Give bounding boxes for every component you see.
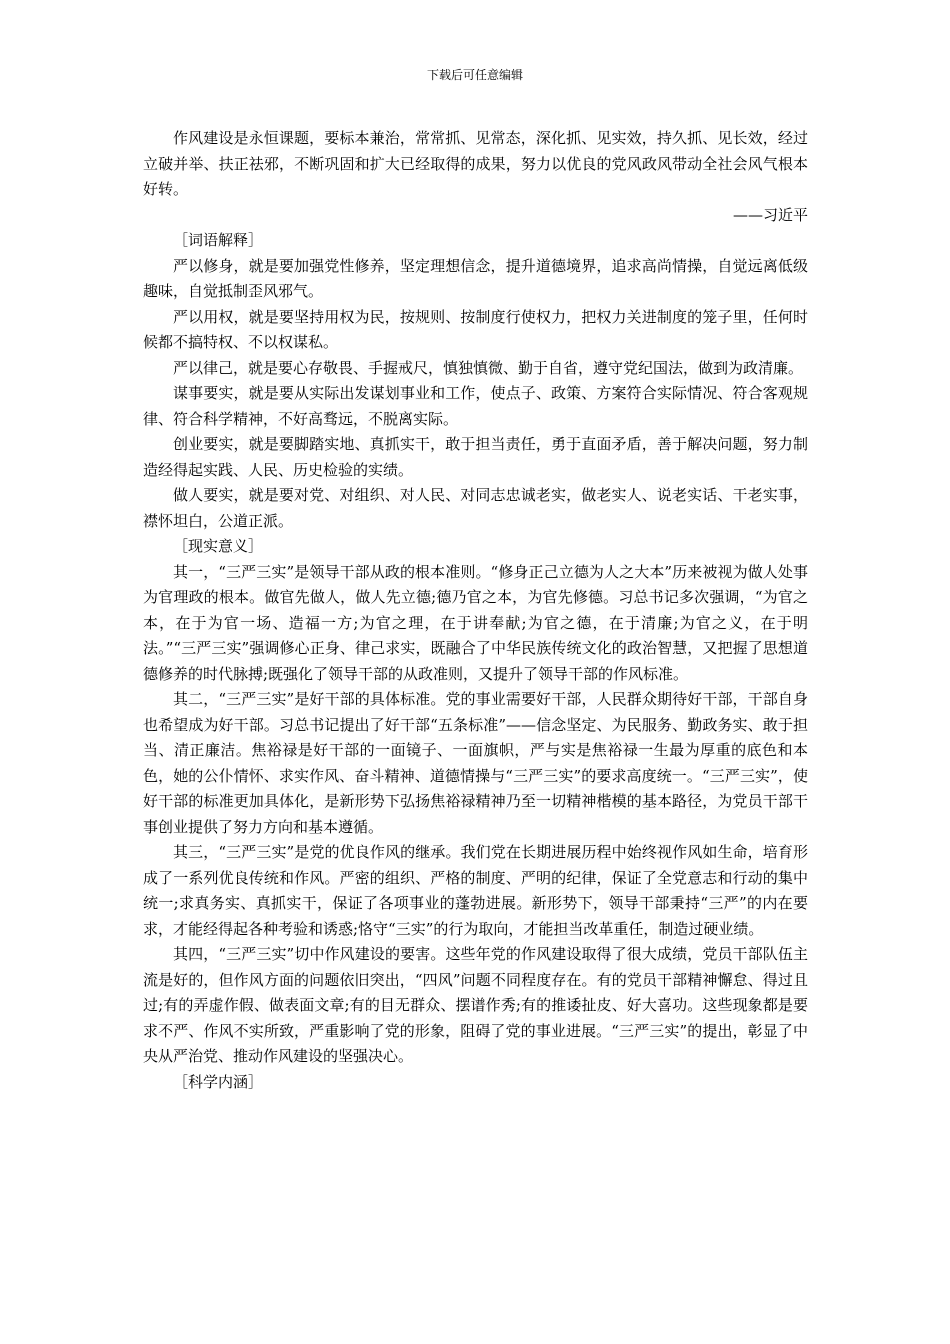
section-heading-practical-significance: ［现实意义］ (173, 537, 264, 555)
document-body (143, 126, 808, 1095)
paragraph: 严以用权，就是要坚持用权为民，按规则、按制度行使权力，把权力关进制度的笼子里，任何时候都不搞特权、不以权谋私。 (143, 307, 808, 351)
page-header: 下载后可任意编辑 (426, 68, 523, 82)
paragraph: 创业要实，就是要脚踏实地、真抓实干，敢于担当责任，勇于直面矛盾，善于解决问题，努力制造经得起实践、人民、历史检验的实绩。 (143, 435, 808, 479)
quote-attribution: ——习近平 (732, 205, 808, 224)
paragraph: 谋事要实，就是要从实际出发谋划事业和工作，使点子、政策、方案符合实际情况、符合客观规律、符合科学精神，不好高骛远，不脱离实际。 (143, 384, 808, 428)
section-heading-word-explanation: ［词语解释］ (173, 231, 264, 249)
paragraph: 其四，“三严三实”切中作风建设的要害。这些年党的作风建设取得了很大成绩，党员干部队伍主流是好的，但作风方面的问题依旧突出，“四风”问题不同程度存在。有的党员干部精神懈怠、得过且过;有的弄虚作假、做表面文章;有的目无群众、摆谱作秀;有的推诿扯皮、好大喜功。这些现象都是要求不严、作风不实所致，严重影响了党的形象，阻碍了党的事业进展。“三严三实”的提出，彰显了中央从严治党、推动作风建设的坚强决心。 (143, 945, 808, 1065)
paragraph: 其一，“三严三实”是领导干部从政的根本准则。“修身正己立德为人之大本”历来被视为做人处事为官理政的根本。做官先做人，做人先立德;德乃官之本，为官先修德。习总书记多次强调，“为官之本，在于为官一场、造福一方;为官之理，在于讲奉献;为官之德，在于清廉;为官之义，在于明法。”“三严三实”强调修心正身、律己求实，既融合了中华民族传统文化的政治智慧，又把握了思想道德修养的时代脉搏;既强化了领导干部的从政准则，又提升了领导干部的作风标准。 (143, 562, 808, 683)
paragraph: 其三，“三严三实”是党的优良作风的继承。我们党在长期进展历程中始终视作风如生命，培育形成了一系列优良传统和作风。严密的组织、严格的制度、严明的纪律，保证了全党意志和行动的集中统一;求真务实、真抓实干，保证了各项事业的蓬勃进展。新形势下，领导干部秉持“三严”的内在要求，才能经得起各种考验和诱惑;恪守“三实”的行为取向，才能担当改革重任，制造过硬业绩。 (143, 843, 808, 938)
paragraph: 严以律己，就是要心存敬畏、手握戒尺，慎独慎微、勤于自省，遵守党纪国法，做到为政清廉。 (173, 358, 804, 377)
paragraph: 严以修身，就是要加强党性修养，坚定理想信念，提升道德境界，追求高尚情操，自觉远离低级趣味，自觉抵制歪风邪气。 (143, 256, 808, 300)
paragraph: 做人要实，就是要对党、对组织、对人民、对同志忠诚老实，做老实人、说老实话、干老实事，襟怀坦白，公道正派。 (143, 486, 808, 530)
section-heading-scientific-connotation: ［科学内涵］ (173, 1072, 264, 1091)
quote-paragraph: 作风建设是永恒课题，要标本兼治，常常抓、见常态，深化抓、见实效，持久抓、见长效，经过立破并举、扶正祛邪，不断巩固和扩大已经取得的成果，努力以优良的党风政风带动全社会风气根本好转。 (143, 129, 808, 198)
paragraph: 其二，“三严三实”是好干部的具体标准。党的事业需要好干部，人民群众期待好干部，干部自身也希望成为好干部。习总书记提出了好干部“五条标准”——信念坚定、为民服务、勤政务实、敢于担当、清正廉洁。焦裕禄是好干部的一面镜子、一面旗帜，严与实是焦裕禄一生最为厚重的底色和本色，她的公仆情怀、求实作风、奋斗精神、道德情操与“三严三实”的要求高度统一。“三严三实”，使好干部的标准更加具体化，是新形势下弘扬焦裕禄精神乃至一切精神楷模的基本路径，为党员干部干事创业提供了努力方向和基本遵循。 (143, 690, 808, 836)
